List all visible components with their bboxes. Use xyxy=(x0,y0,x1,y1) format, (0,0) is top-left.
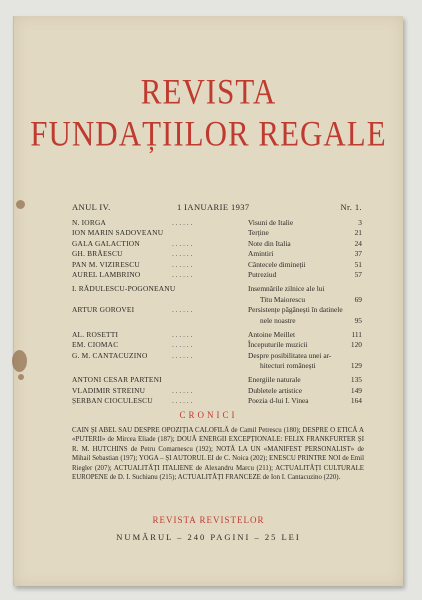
table-of-contents xyxy=(72,218,362,407)
toc-entry xyxy=(72,284,362,294)
toc-page: 57 xyxy=(354,269,362,279)
dot-leader: . . . . . . xyxy=(172,385,193,395)
dot-leader: . . . . . . xyxy=(172,396,193,406)
toc-author: GH. BRĂESCU xyxy=(72,249,123,259)
toc-entry xyxy=(72,375,362,385)
toc-title: Poezia d-lui I. Vinea xyxy=(248,396,309,406)
toc-page: 51 xyxy=(354,259,362,269)
toc-author: I. RĂDULESCU-POGONEANU xyxy=(72,284,176,294)
toc-author: N. IORGA xyxy=(72,218,107,227)
toc-title: Energiile naturale xyxy=(248,375,301,385)
toc-title-continued: Titu Maiorescu xyxy=(260,294,306,304)
toc-page: 24 xyxy=(354,238,362,248)
toc-entry xyxy=(72,228,362,238)
toc-title: Putreziud xyxy=(248,269,277,279)
toc-title: Începuturile muzicii xyxy=(248,340,308,350)
dot-leader: . . . . . . xyxy=(172,340,193,350)
toc-page: 3 xyxy=(358,218,362,227)
toc-page: 37 xyxy=(354,249,362,259)
toc-page: 111 xyxy=(351,329,362,339)
toc-title: Cântecele dimineții xyxy=(248,259,306,269)
toc-title-continued: nele noastre xyxy=(260,315,296,325)
toc-entry xyxy=(72,260,362,270)
toc-title: Note din Italia xyxy=(248,238,291,248)
toc-title: Terține xyxy=(248,228,269,238)
toc-author: G. M. CANTACUZINO xyxy=(72,350,148,360)
stain xyxy=(16,200,25,209)
toc-entry-continued xyxy=(72,316,362,326)
toc-entry xyxy=(72,305,362,315)
dot-leader: . . . . . . xyxy=(172,305,193,315)
toc-title: Visuni de Italie xyxy=(248,218,294,227)
cronici-text: CAIN ȘI ABEL SAU DESPRE OPOZIȚIA CALOFILĂ de Camil Petrescu (180); DESPRE O ETICĂ A «PUTERII» de Mircea Eliade (187); DOUĂ ENERGII EXCEPȚIONALE: FELIX FRANKFURTER ȘI R. M. HUTCHINS de Petru Comarnescu (192); NOTĂ LA UN «MANIFEST PERSONALIST» de Mihail Sebastian (197); YOGA – ȘI AUTORUL EI de C. Noica (202); ENESCU PRINTRE NOI de Emil Riegler (207); ACTUALITĂȚI ITALIENE de Alexandru Marcu (211); ACTUALITĂȚI CULTURALE EUROPENE de D. I. Suchianu (215); ACTUALITĂȚI FRANCEZE de Ion I. Cantacuzino (220). xyxy=(72,427,364,482)
dot-leader: . . . . . . xyxy=(172,249,193,259)
toc-entry xyxy=(72,386,362,396)
toc-author: GALA GALACTION xyxy=(72,238,140,248)
toc-page: 164 xyxy=(350,396,362,406)
dot-leader: . . . . . . xyxy=(172,350,193,360)
dot-leader: . . . . . . xyxy=(172,329,193,339)
toc-title-continued: hitecturi românești xyxy=(260,361,316,371)
toc-page: 149 xyxy=(350,385,362,395)
toc-entry xyxy=(72,351,362,361)
magazine-cover xyxy=(13,16,403,586)
issue-date: 1 IANUARIE 1937 xyxy=(177,202,250,212)
footer-price: NUMĂRUL – 240 PAGINI – 25 LEI xyxy=(116,532,301,542)
toc-page: 69 xyxy=(354,294,362,304)
toc-page: 95 xyxy=(354,315,362,325)
toc-entry-continued xyxy=(72,361,362,371)
toc-entry xyxy=(72,249,362,259)
issue-year: ANUL IV. xyxy=(72,202,111,212)
stain xyxy=(18,374,24,380)
toc-entry xyxy=(72,396,362,406)
toc-author: AL. ROSETTI xyxy=(72,329,119,339)
stain xyxy=(12,350,27,372)
title-line-2: FUNDAȚIILOR REGALE xyxy=(30,113,387,154)
toc-title: Despre posibilitatea unei ar- xyxy=(248,350,332,360)
toc-entry xyxy=(72,239,362,249)
toc-entry xyxy=(72,218,362,228)
dot-leader: . . . . . . xyxy=(172,269,193,279)
toc-title: Antoine Meillet xyxy=(248,329,296,339)
toc-entry-continued xyxy=(72,295,362,305)
toc-page: 21 xyxy=(354,228,362,238)
title-line-1: REVISTA xyxy=(140,71,277,112)
toc-page: 120 xyxy=(350,340,362,350)
toc-page: 129 xyxy=(350,361,362,371)
toc-title: Persistențe păgânești în datinele xyxy=(248,305,343,315)
toc-entry xyxy=(72,340,362,350)
toc-page: 135 xyxy=(350,375,362,385)
toc-author: ARTUR GOROVEI xyxy=(72,305,135,315)
toc-entry xyxy=(72,270,362,280)
toc-author: ANTONI CESAR PARTENI xyxy=(72,375,162,385)
dot-leader: . . . . . . xyxy=(172,259,193,269)
dot-leader: . . . . . . xyxy=(172,238,193,248)
toc-title: Dubletele artistice xyxy=(248,385,302,395)
toc-title: Insemnările zilnice ale lui xyxy=(248,284,325,294)
issue-number: Nr. 1. xyxy=(340,202,362,212)
toc-title: Amintiri xyxy=(248,249,274,259)
toc-author: AUREL LAMBRINO xyxy=(72,269,141,279)
toc-author: ȘERBAN CIOCULESCU xyxy=(72,396,153,406)
toc-entry xyxy=(72,330,362,340)
dot-leader: . . . . . . xyxy=(172,218,193,227)
cronici-heading: CRONICI xyxy=(179,410,238,420)
toc-author: EM. CIOMAC xyxy=(72,340,119,350)
toc-author: PAN M. VIZIRESCU xyxy=(72,259,140,269)
toc-author: ION MARIN SADOVEANU xyxy=(72,228,164,238)
toc-author: VLADIMIR STREINU xyxy=(72,385,146,395)
revista-revistelor-heading: REVISTA REVISTELOR xyxy=(152,515,265,525)
